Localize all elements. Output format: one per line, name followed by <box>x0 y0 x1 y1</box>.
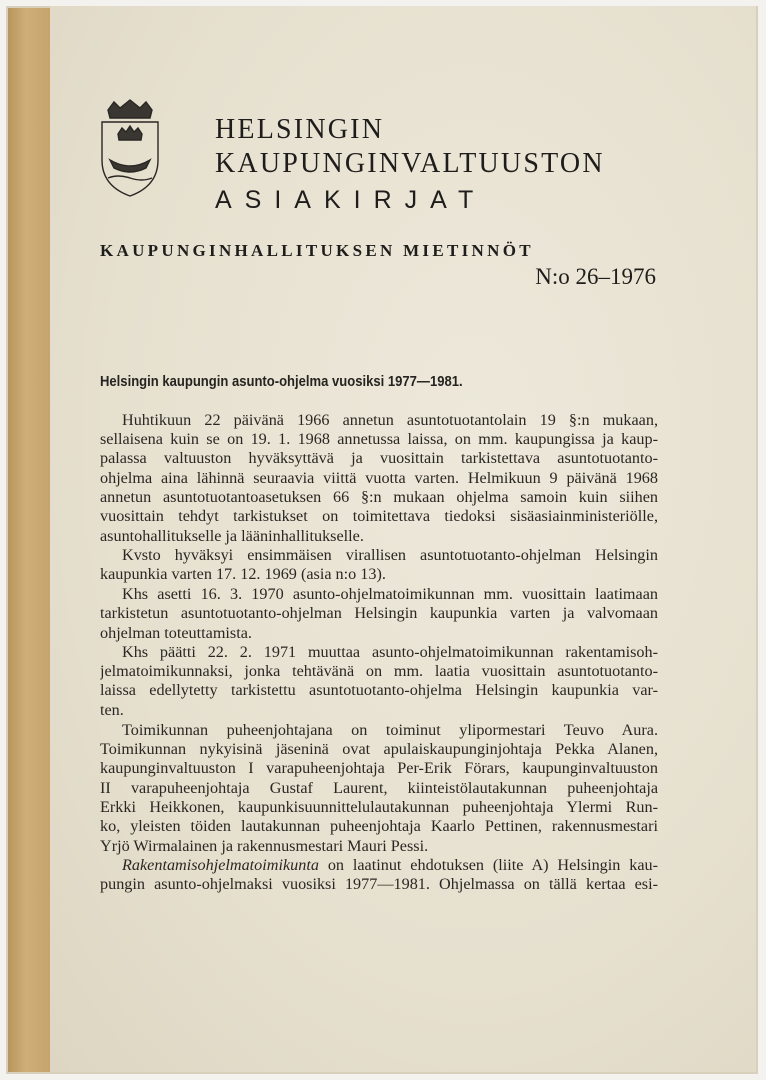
header-subtitle: KAUPUNGINHALLITUKSEN MIETINNÖT <box>100 241 534 260</box>
header-line-asiakirjat: ASIAKIRJAT <box>215 186 487 214</box>
document-line: ohjelma aina lähinnä seuraavia viittä vuotta varten. Helmikuun 9 päivänä 1968 <box>100 469 658 487</box>
document-line: palassa valtuuston hyväksyttävä ja vuosittain tarkistettava asuntotuotanto- <box>100 449 658 467</box>
document-number: N:o 26–1976 <box>535 264 656 289</box>
document-line: ohjelman toteuttamista. <box>100 624 252 642</box>
coat-of-arms-icon <box>100 98 160 198</box>
header-line-kaupunginvaltuuston: KAUPUNGINVALTUUSTON <box>215 148 605 179</box>
document-line: Kvsto hyväksyi ensimmäisen virallisen asuntotuotanto-ohjelman Helsingin <box>122 546 658 564</box>
document-title: Helsingin kaupungin asunto-ohjelma vuosiksi 1977—1981. <box>100 374 463 390</box>
document-line: Erkki Heikkonen, kaupunkisuunnittelulautakunnan puheenjohtaja Ylermi Run- <box>100 798 658 816</box>
document-line: asuntohallitukselle ja lääninhallitukselle. <box>100 527 364 545</box>
book-spine <box>8 8 52 1072</box>
document-line: Huhtikuun 22 päivänä 1966 annetun asuntotuotantolain 19 §:n mukaan, <box>122 411 658 429</box>
document-line: pungin asunto-ohjelmaksi vuosiksi 1977—1981. Ohjelmassa on tällä kertaa esi- <box>100 875 658 893</box>
document-line: kaupunkia varten 17. 12. 1969 (asia n:o 13). <box>100 565 386 583</box>
document-line: ko, yleisten töiden lautakunnan puheenjohtaja Kaarlo Pettinen, rakennusmestari <box>100 817 658 835</box>
document-line: Toimikunnan nykyisinä jäseninä ovat apulaiskaupunginjohtaja Pekka Alanen, <box>100 740 658 758</box>
document-line: ten. <box>100 701 124 719</box>
header-line-helsingin: HELSINGIN <box>215 114 385 145</box>
document-line: jelmatoimikunnaksi, jonka tehtävänä on mm. laatia vuosittain asuntotuotanto- <box>100 662 658 680</box>
document-line: kaupunginvaltuuston I varapuheenjohtaja Per-Erik Förars, kaupunginvaltuuston <box>100 759 658 777</box>
document-line: vuosittain tehdyt tarkistukset on toimitettava tiedoksi sisäasiainministeriölle, <box>100 507 658 525</box>
italic-term: Rakentamisohjelmatoimikunta <box>122 856 319 874</box>
document-line: Yrjö Wirmalainen ja rakennusmestari Mauri Pessi. <box>100 837 429 855</box>
document-line: Khs päätti 22. 2. 1971 muuttaa asunto-ohjelmatoimikunnan rakentamisoh- <box>122 643 658 661</box>
document-line: annetun asuntotuotantoasetuksen 66 §:n mukaan ohjelma samoin kuin siihen <box>100 488 658 506</box>
document-line: laissa edellytetty tarkistettu asuntotuotanto-ohjelma Helsingin kaupunkia var- <box>100 681 658 699</box>
document-line: tarkistetun asuntotuotanto-ohjelman Helsingin kaupunkia varten ja valvomaan <box>100 604 658 622</box>
document-line: II varapuheenjohtaja Gustaf Laurent, kiinteistölautakunnan puheenjohtaja <box>100 779 658 797</box>
document-line: Khs asetti 16. 3. 1970 asunto-ohjelmatoimikunnan mm. vuosittain laatimaan <box>122 585 658 603</box>
document-line: Toimikunnan puheenjohtajana on toiminut ylipormestari Teuvo Aura. <box>122 721 658 739</box>
document-line <box>122 856 658 875</box>
document-line: sellaisena kuin se on 19. 1. 1968 annetussa laissa, on mm. kaupungissa ja kaup- <box>100 430 658 448</box>
line-text: on laatinut ehdotuksen (liite A) Helsingin kau- <box>327 856 658 874</box>
